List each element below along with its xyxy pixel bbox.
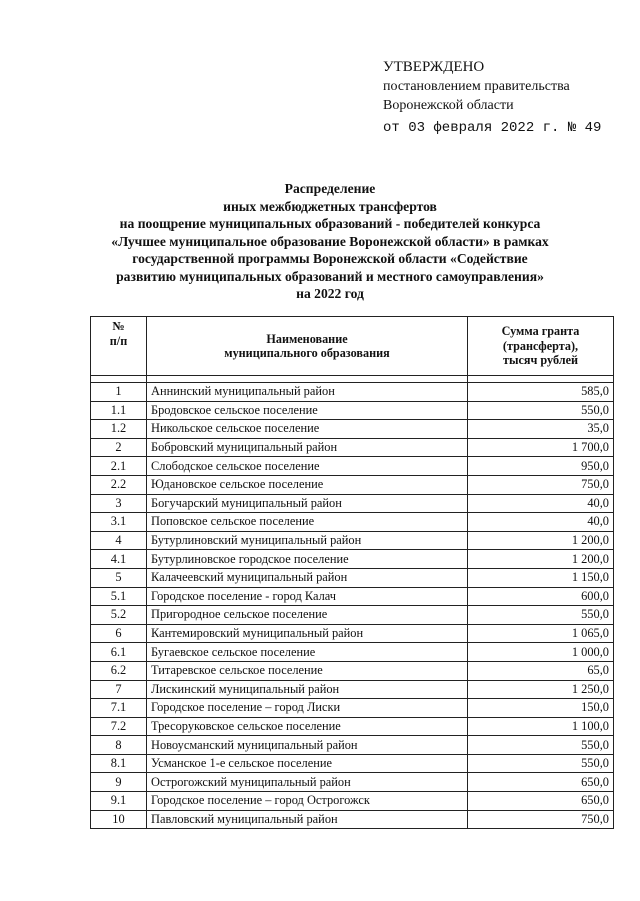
transfers-table [90, 316, 614, 829]
header-number-line2: п/п [109, 333, 128, 348]
header-sum [468, 317, 614, 376]
header-sum-line2: (трансферта), [502, 338, 579, 353]
row-sum: 35,0 [468, 420, 614, 439]
row-sum: 550,0 [468, 754, 614, 773]
row-number: 9.1 [91, 792, 147, 811]
header-sum-line1: Сумма гранта [501, 324, 580, 339]
row-sum: 1 100,0 [468, 717, 614, 736]
table-row [91, 699, 614, 718]
row-number: 4 [91, 531, 147, 550]
table-row [91, 550, 614, 569]
row-number: 7 [91, 680, 147, 699]
row-name: Пригородное сельское поселение [147, 606, 468, 625]
table-row [91, 643, 614, 662]
row-sum: 40,0 [468, 513, 614, 532]
row-number: 8.1 [91, 754, 147, 773]
row-sum: 1 700,0 [468, 438, 614, 457]
row-sum: 1 065,0 [468, 624, 614, 643]
row-number: 4.1 [91, 550, 147, 569]
header-name-line1: Наименование [266, 331, 348, 346]
title-line: на 2022 год [296, 286, 364, 301]
row-sum: 650,0 [468, 773, 614, 792]
row-number: 6.1 [91, 643, 147, 662]
row-sum: 1 150,0 [468, 568, 614, 587]
row-name: Никольское сельское поселение [147, 420, 468, 439]
title-line: государственной программы Воронежской области «Содействие [132, 251, 528, 266]
spacer-cell [147, 376, 468, 383]
row-name: Новоусманский муниципальный район [147, 736, 468, 755]
row-name: Лискинский муниципальный район [147, 680, 468, 699]
row-name: Усманское 1-е сельское поселение [147, 754, 468, 773]
row-number: 9 [91, 773, 147, 792]
table-row [91, 661, 614, 680]
row-name: Павловский муниципальный район [147, 810, 468, 829]
row-number: 1 [91, 383, 147, 402]
row-name: Бобровский муниципальный район [147, 438, 468, 457]
row-name: Кантемировский муниципальный район [147, 624, 468, 643]
row-sum: 40,0 [468, 494, 614, 513]
row-name: Калачеевский муниципальный район [147, 568, 468, 587]
title-line: на поощрение муниципальных образований - победителей конкурса [119, 216, 541, 231]
table-row [91, 754, 614, 773]
header-spacer-row [91, 376, 614, 383]
row-name: Бутурлиновское городское поселение [147, 550, 468, 569]
row-name: Титаревское сельское поселение [147, 661, 468, 680]
table-row [91, 438, 614, 457]
row-sum: 950,0 [468, 457, 614, 476]
row-name: Бродовское сельское поселение [147, 401, 468, 420]
title-line: развитию муниципальных образований и местного самоуправления» [116, 268, 544, 284]
table-header-row [91, 317, 614, 376]
row-number: 6.2 [91, 661, 147, 680]
row-sum: 65,0 [468, 661, 614, 680]
row-number: 5.1 [91, 587, 147, 606]
row-number: 1.2 [91, 420, 147, 439]
row-name: Богучарский муниципальный район [147, 494, 468, 513]
row-number: 6 [91, 624, 147, 643]
table-row [91, 383, 614, 402]
row-name: Острогожский муниципальный район [147, 773, 468, 792]
row-sum: 585,0 [468, 383, 614, 402]
row-name: Бутурлиновский муниципальный район [147, 531, 468, 550]
row-name: Юдановское сельское поселение [147, 475, 468, 494]
spacer-cell [468, 376, 614, 383]
row-name: Бугаевское сельское поселение [147, 643, 468, 662]
approval-date: от 03 февраля 2022 г. № 49 [383, 120, 602, 136]
table-row [91, 717, 614, 736]
table-row [91, 401, 614, 420]
title-line: иных межбюджетных трансфертов [223, 198, 437, 214]
row-sum: 150,0 [468, 699, 614, 718]
row-number: 7.2 [91, 717, 147, 736]
row-sum: 650,0 [468, 792, 614, 811]
table-row [91, 624, 614, 643]
row-number: 8 [91, 736, 147, 755]
table-row [91, 513, 614, 532]
table-row [91, 531, 614, 550]
table-row [91, 420, 614, 439]
spacer-cell [91, 376, 147, 383]
row-name: Городское поселение – город Лиски [147, 699, 468, 718]
row-name: Слободское сельское поселение [147, 457, 468, 476]
table-row [91, 494, 614, 513]
table-row [91, 792, 614, 811]
row-number: 10 [91, 810, 147, 829]
row-sum: 1 250,0 [468, 680, 614, 699]
document-title [60, 180, 600, 303]
row-number: 3 [91, 494, 147, 513]
table-row [91, 457, 614, 476]
row-name: Городское поселение – город Острогожск [147, 792, 468, 811]
row-sum: 750,0 [468, 810, 614, 829]
row-name: Городское поселение - город Калач [147, 587, 468, 606]
header-name-line2: муниципального образования [224, 346, 390, 360]
table-row [91, 810, 614, 829]
row-sum: 750,0 [468, 475, 614, 494]
header-number-line1: № [112, 319, 125, 333]
table-row [91, 568, 614, 587]
approval-line-1: постановлением правительства [383, 79, 570, 94]
row-number: 7.1 [91, 699, 147, 718]
row-sum: 1 200,0 [468, 550, 614, 569]
row-sum: 550,0 [468, 401, 614, 420]
table-row [91, 680, 614, 699]
approval-stamp [383, 57, 633, 140]
approval-line-2: Воронежской области [383, 98, 514, 113]
row-sum: 550,0 [468, 606, 614, 625]
row-name: Поповское сельское поселение [147, 513, 468, 532]
approval-heading: УТВЕРЖДЕНО [383, 59, 485, 75]
row-number: 5.2 [91, 606, 147, 625]
table-row [91, 773, 614, 792]
row-sum: 1 000,0 [468, 643, 614, 662]
table-row [91, 475, 614, 494]
title-line: Распределение [284, 181, 376, 196]
row-number: 1.1 [91, 401, 147, 420]
row-number: 3.1 [91, 513, 147, 532]
header-sum-line3: тысяч рублей [502, 353, 579, 368]
table-row [91, 587, 614, 606]
row-name: Тресоруковское сельское поселение [147, 717, 468, 736]
row-number: 2.1 [91, 457, 147, 476]
title-line: «Лучшее муниципальное образование Воронежской области» в рамках [111, 233, 549, 249]
header-name [147, 317, 468, 376]
row-number: 2 [91, 438, 147, 457]
row-number: 2.2 [91, 475, 147, 494]
table-row [91, 736, 614, 755]
row-name: Аннинский муниципальный район [147, 383, 468, 402]
table-row [91, 606, 614, 625]
row-sum: 550,0 [468, 736, 614, 755]
row-sum: 1 200,0 [468, 531, 614, 550]
row-number: 5 [91, 568, 147, 587]
header-number [91, 317, 147, 376]
row-sum: 600,0 [468, 587, 614, 606]
